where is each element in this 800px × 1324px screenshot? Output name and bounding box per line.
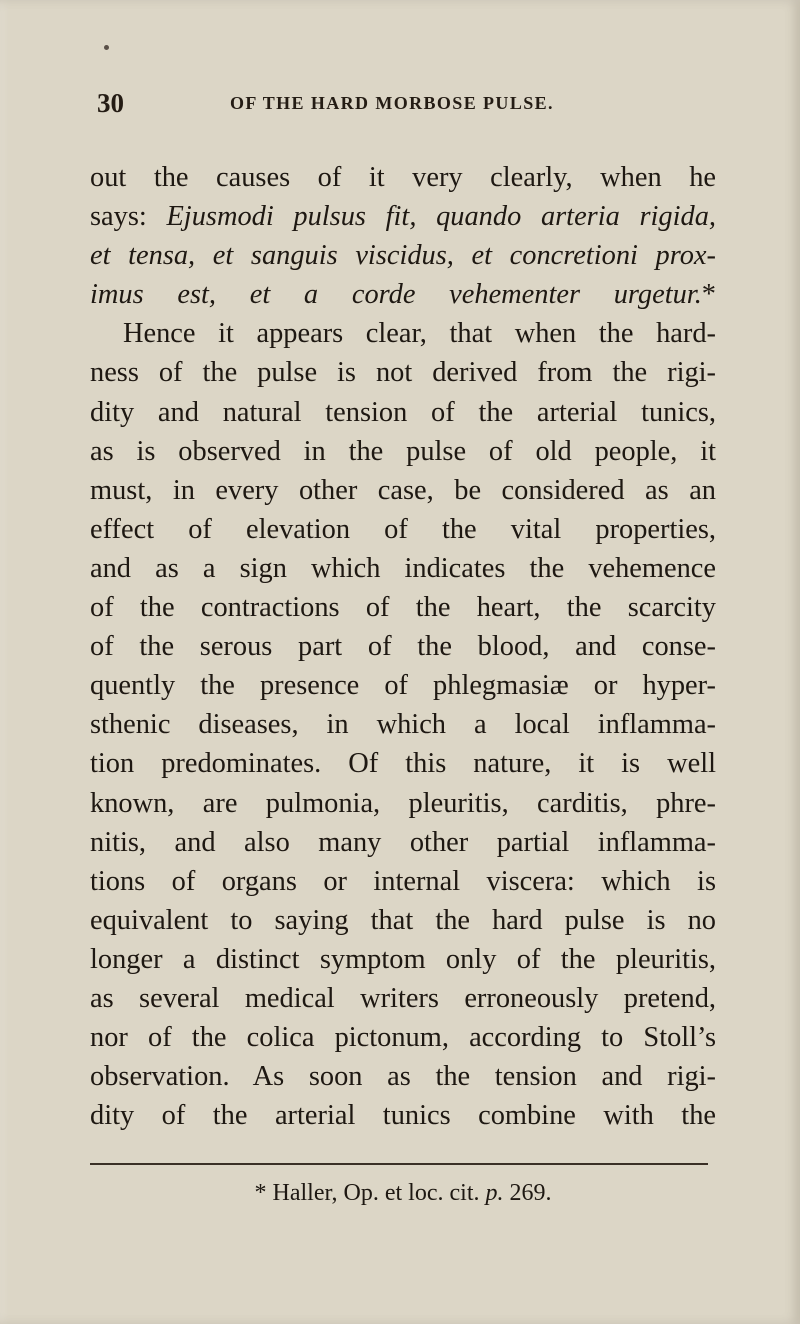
ink-speck (104, 45, 109, 50)
text-line (90, 353, 716, 392)
text-segment: longer a distinct symptom only of the pleuritis, (90, 943, 716, 975)
footnote-text: Haller, Op. et loc. cit. (272, 1180, 480, 1206)
text-line (90, 1096, 716, 1135)
footnote-page-value: 269. (509, 1180, 552, 1206)
page-header (97, 88, 712, 128)
text-line (90, 823, 716, 862)
italic-quote-segment: et tensa, et sanguis viscidus, et concretioni prox- (90, 240, 716, 272)
text-line (90, 744, 716, 783)
text-segment: Hence it appears clear, that when the hard- (123, 318, 716, 350)
text-segment: nor of the colica pictonum, according to Stoll’s (90, 1022, 716, 1054)
text-segment: of the serous part of the blood, and conse- (90, 631, 716, 663)
text-line (90, 666, 716, 705)
footnote-divider (90, 1163, 708, 1165)
text-line (90, 1018, 716, 1057)
text-line (90, 314, 716, 353)
text-segment: nitis, and also many other partial inflamma- (90, 826, 716, 858)
text-segment: of the contractions of the heart, the scarcity (90, 592, 716, 624)
text-segment: says: (90, 201, 167, 233)
text-line (90, 275, 716, 314)
text-line (90, 1057, 716, 1096)
text-line (90, 784, 716, 823)
text-segment: as is observed in the pulse of old people, it (90, 435, 716, 467)
page-number: 30 (97, 88, 124, 118)
text-line (90, 197, 716, 236)
text-segment: known, are pulmonia, pleuritis, carditis, phre- (90, 787, 716, 819)
text-segment: out the causes of it very clearly, when he (90, 162, 716, 193)
text-line (90, 627, 716, 666)
text-line (90, 393, 716, 432)
text-line (90, 432, 716, 471)
text-line (90, 588, 716, 627)
text-segment: dity of the arterial tunics combine with the (90, 1100, 716, 1132)
text-line (90, 471, 716, 510)
text-line (90, 940, 716, 979)
text-line (90, 862, 716, 901)
text-line (90, 158, 716, 197)
text-segment: sthenic diseases, in which a local inflamma- (90, 709, 716, 741)
body-text (90, 158, 716, 1135)
text-line (90, 705, 716, 744)
text-line (90, 901, 716, 940)
running-title: OF THE HARD MORBOSE PULSE. (230, 93, 554, 113)
text-segment: quently the presence of phlegmasiæ or hyper- (90, 670, 716, 702)
footnote-marker: * (254, 1180, 267, 1206)
text-line (90, 979, 716, 1018)
text-segment: tions of organs or internal viscera: which is (90, 865, 716, 897)
text-line (90, 510, 716, 549)
footnote-page-label: p. (485, 1180, 504, 1206)
text-segment: and as a sign which indicates the vehemence (90, 552, 716, 584)
italic-quote-segment: imus est, et a corde vehementer urgetur. (90, 279, 702, 311)
footnote (90, 1180, 716, 1207)
text-segment: dity and natural tension of the arterial tunics, (90, 396, 716, 428)
text-line (90, 549, 716, 588)
text-segment: as several medical writers erroneously pretend, (90, 982, 716, 1014)
text-segment: ness of the pulse is not derived from the rigi- (90, 357, 716, 389)
text-segment: equivalent to saying that the hard pulse is no (90, 904, 716, 936)
text-segment: * (701, 279, 716, 311)
text-line (90, 236, 716, 275)
text-segment: effect of elevation of the vital properties, (90, 513, 716, 545)
text-segment: observation. As soon as the tension and rigi- (90, 1061, 716, 1093)
italic-quote-segment: Ejusmodi pulsus fit, quando arteria rigida, (166, 201, 716, 233)
text-segment: tion predominates. Of this nature, it is well (90, 748, 716, 780)
text-segment: must, in every other case, be considered as an (90, 474, 716, 506)
